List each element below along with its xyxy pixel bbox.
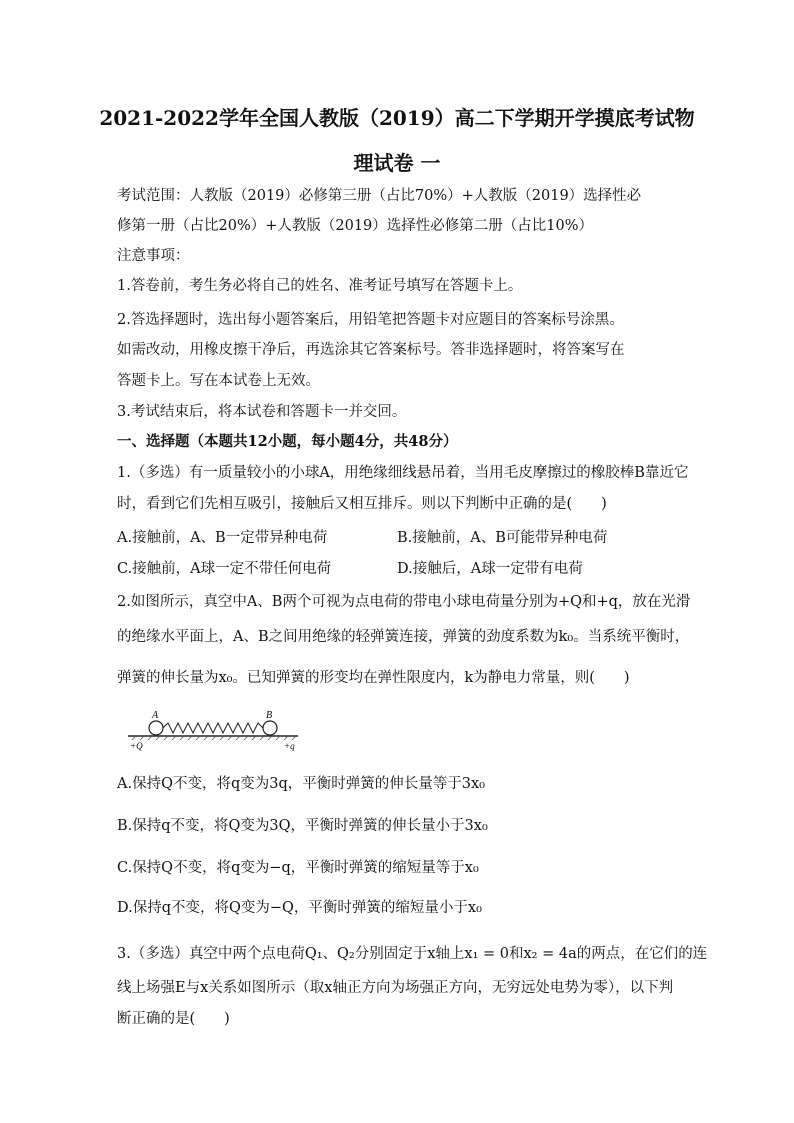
q1-option-a: A.接触前，A、B一定带异种电荷 (117, 530, 328, 546)
q3-stem-line1: 3.（多选）真空中两个点电荷Q₁、Q₂分别固定于x轴上x₁ = 0和x₂ = 4a的两点，在它们的连 (117, 946, 708, 962)
q2-option-c: C.保持Q不变，将q变为−q，平衡时弹簧的缩短量等于x₀ (117, 860, 479, 876)
q3-stem-line2: 线上场强E与x关系如图所示（取x轴正方向为场强正方向，无穷远处电势为零），以下判 (117, 980, 674, 996)
note-2-line1: 2.答选择题时，选出每小题答案后，用铅笔把答题卡对应题目的答案标号涂黑。 (117, 312, 624, 328)
ball-b (263, 721, 277, 735)
q1-option-b: B.接触前，A、B可能带异种电荷 (397, 530, 608, 546)
q2-option-d: D.保持q不变，将Q变为−Q，平衡时弹簧的缩短量小于x₀ (117, 900, 482, 916)
q2-stem-line2: 的绝缘水平面上，A、B之间用绝缘的轻弹簧连接，弹簧的劲度系数为k₀。当系统平衡时， (117, 629, 690, 645)
q2-option-b: B.保持q不变，将Q变为3Q，平衡时弹簧的伸长量小于3x₀ (117, 818, 488, 834)
exam-title-line2: 理试卷 一 (353, 151, 441, 175)
label-a: A (152, 710, 159, 721)
q1-option-d: D.接触后，A球一定带有电荷 (397, 561, 583, 577)
q3-stem-line3: 断正确的是( ) (117, 1011, 230, 1027)
q1-stem-line2: 时，看到它们先相互吸引，接触后又相互排斥。则以下判断中正确的是( ) (117, 496, 607, 512)
spring-diagram (128, 706, 303, 752)
label-plus-q-big: +Q (130, 741, 143, 751)
q2-stem-line3: 弹簧的伸长量为x₀。已知弹簧的形变均在弹性限度内，k为静电力常量，则( ) (117, 670, 630, 686)
note-1: 1.答卷前，考生务必将自己的姓名、准考证号填写在答题卡上。 (117, 278, 523, 294)
q2-option-a: A.保持Q不变，将q变为3q，平衡时弹簧的伸长量等于3x₀ (117, 776, 485, 792)
q1-stem-line1: 1.（多选）有一质量较小的小球A，用绝缘细线悬吊着，当用毛皮摩擦过的橡胶棒B靠近它 (117, 465, 689, 481)
exam-title-line1: 2021-2022学年全国人教版（2019）高二下学期开学摸底考试物 (99, 106, 695, 130)
note-3: 3.考试结束后，将本试卷和答题卡一并交回。 (117, 404, 407, 420)
note-2-line3: 答题卡上。写在本试卷上无效。 (117, 373, 320, 389)
section-heading-choice: 一、选择题（本题共12小题，每小题4分，共48分） (117, 433, 458, 450)
ball-a (149, 721, 163, 735)
notes-heading: 注意事项： (117, 248, 190, 264)
q1-option-c: C.接触前，A球一定不带任何电荷 (117, 561, 332, 577)
q2-stem-line1: 2.如图所示，真空中A、B两个可视为点电荷的带电小球电荷量分别为+Q和+q，放在光滑 (117, 594, 691, 610)
exam-scope-line1: 考试范围：人教版（2019）必修第三册（占比70%）+人教版（2019）选择性必 (117, 188, 642, 204)
spring (163, 723, 263, 733)
note-2-line2: 如需改动，用橡皮擦干净后，再选涂其它答案标号。答非选择题时，将答案写在 (117, 342, 625, 358)
exam-scope-line2: 修第一册（占比20%）+人教版（2019）选择性必修第二册（占比10%） (117, 218, 594, 234)
label-b: B (266, 710, 273, 721)
label-plus-q-small: +q (284, 741, 295, 751)
